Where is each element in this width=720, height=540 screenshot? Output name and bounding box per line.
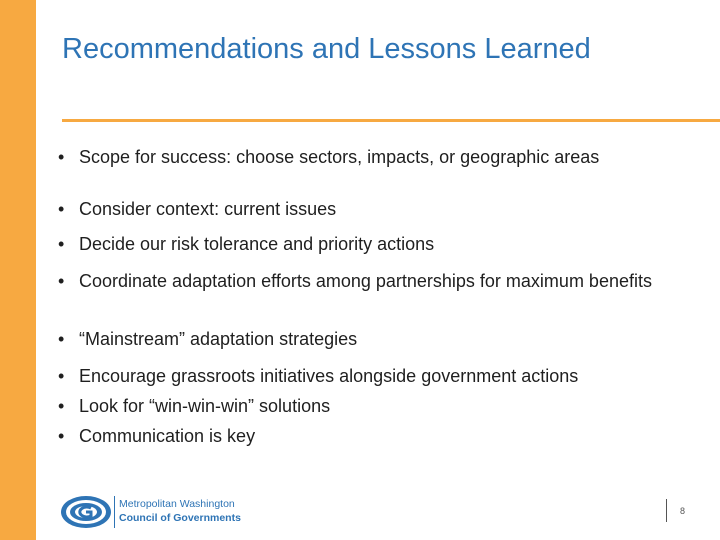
bullet-item — [58, 270, 688, 292]
cog-logo — [60, 494, 260, 530]
bullet-item — [58, 395, 688, 417]
bullet-text: Decide our risk tolerance and priority actions — [79, 234, 435, 254]
bullet-marker: • — [58, 329, 65, 349]
slide-title: Recommendations and Lessons Learned — [62, 33, 591, 65]
bullet-marker: • — [58, 199, 65, 219]
bullet-item — [58, 233, 688, 255]
org-name-line1: Metropolitan Washington — [119, 498, 235, 510]
bullet-text: “Mainstream” adaptation strategies — [79, 329, 358, 349]
bullet-text: Scope for success: choose sectors, impacts, or geographic areas — [79, 147, 600, 167]
logo-separator — [114, 496, 115, 528]
bullet-marker: • — [58, 426, 65, 446]
bullet-text: Look for “win-win-win” solutions — [79, 396, 331, 416]
bullet-item — [58, 198, 688, 220]
bullet-marker: • — [58, 271, 65, 291]
bullet-marker: • — [58, 234, 65, 254]
title-divider — [62, 119, 720, 122]
bullet-text: Encourage grassroots initiatives alongside government actions — [79, 366, 579, 386]
bullet-marker: • — [58, 147, 65, 167]
bullet-item — [58, 328, 688, 350]
bullet-text: Communication is key — [79, 426, 256, 446]
page-number-divider — [666, 499, 667, 522]
bullet-marker: • — [58, 396, 65, 416]
bullet-item — [58, 425, 688, 447]
bullet-text: Consider context: current issues — [79, 199, 337, 219]
bullet-item — [58, 365, 688, 387]
left-accent-bar — [0, 0, 36, 540]
cog-logo-icon — [60, 494, 112, 530]
page-number: 8 — [680, 506, 686, 516]
bullet-text: Coordinate adaptation efforts among partnerships for maximum benefits — [79, 271, 652, 291]
bullet-marker: • — [58, 366, 65, 386]
bullet-item — [58, 146, 688, 168]
org-name-line2: Council of Governments — [119, 512, 241, 524]
